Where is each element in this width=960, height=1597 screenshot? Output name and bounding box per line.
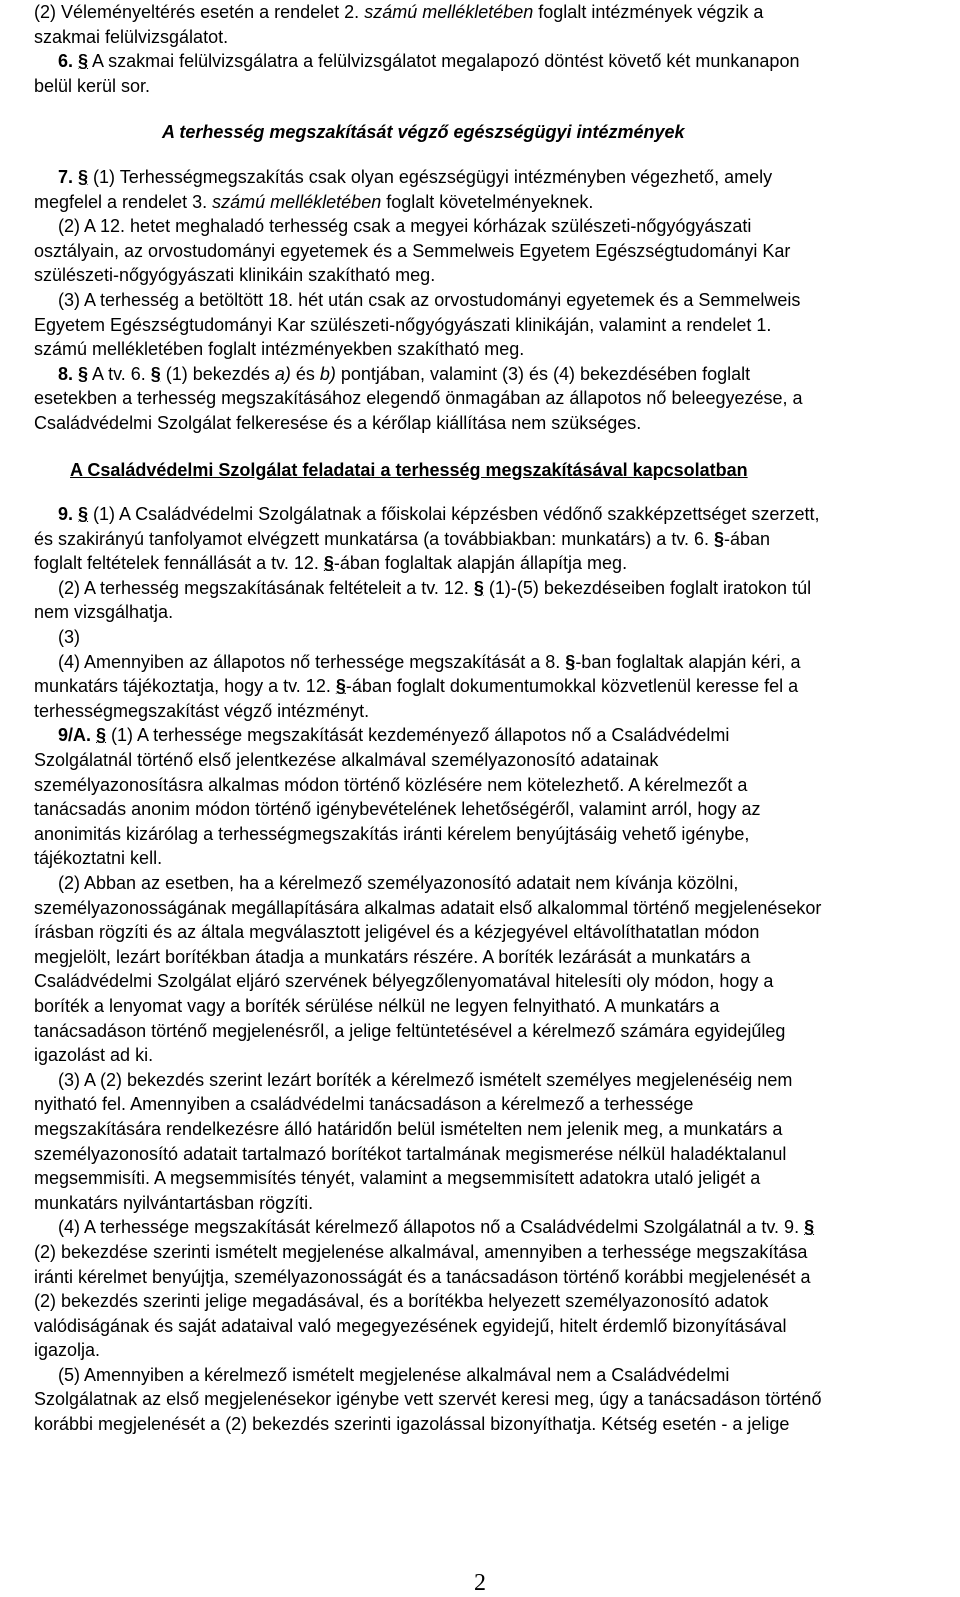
text-line bbox=[34, 699, 946, 724]
section-symbol: § bbox=[714, 528, 725, 549]
text-segment: 9. bbox=[58, 504, 74, 525]
text-segment: nyitható fel. Amennyiben a családvédelmi tanácsadáson a kérelmező a terhessége bbox=[34, 1094, 694, 1115]
text-segment: számú mellékletében bbox=[212, 191, 382, 212]
section-symbol: § bbox=[78, 504, 89, 525]
text-line bbox=[34, 1166, 946, 1191]
text-line bbox=[34, 25, 946, 50]
text-segment: anonimitás kizárólag a terhességmegszakítás iránti kérelem benyújtásáig vehető igénybe, bbox=[34, 823, 750, 844]
text-segment: megszakítására rendelkezésre álló határidőn belül ismételten nem jelenik meg, a munkatárs a bbox=[34, 1118, 783, 1139]
section-symbol: § bbox=[473, 577, 484, 598]
text-segment: és bbox=[290, 363, 320, 384]
text-segment: megsemmisíti. A megsemmisítés tényét, valamint a megsemmisített adatokra utaló jeligét a bbox=[34, 1168, 761, 1189]
section-symbol: § bbox=[96, 725, 107, 746]
text-segment: Szolgálatnál történő első jelentkezése alkalmával személyazonosító adatainak bbox=[34, 750, 659, 771]
text-segment: valódiságának és saját adataival való megegyezésének egyidejű, hitelt érdemlő bizonyításával bbox=[34, 1315, 787, 1336]
text-line bbox=[34, 1043, 946, 1068]
text-segment: 9/A. bbox=[58, 725, 92, 746]
text-line bbox=[34, 411, 946, 436]
text-segment: (4) Amennyiben az állapotos nő terhessége megszakítását a 8. bbox=[58, 651, 566, 672]
text-segment: -ban foglaltak alapján kéri, a bbox=[575, 651, 801, 672]
text-line bbox=[34, 773, 946, 798]
text-segment: (2) A terhesség megszakításának feltételeit a tv. 12. bbox=[58, 577, 474, 598]
text-line bbox=[34, 871, 946, 896]
text-segment: (2) Abban az esetben, ha a kérelmező személyazonosító adatait nem kívánja közölni, bbox=[58, 873, 739, 893]
text-line bbox=[34, 994, 946, 1019]
spacer bbox=[34, 145, 946, 165]
text-line bbox=[34, 576, 946, 601]
text-line bbox=[34, 748, 946, 773]
text-line bbox=[34, 337, 946, 362]
text-segment: iránti kérelmet benyújtja, személyazonosságát és a tanácsadáson történő korábbi megjelenését a bbox=[34, 1266, 811, 1287]
section-heading: A terhesség megszakítását végző egészségügyi intézmények bbox=[162, 122, 685, 143]
text-line bbox=[34, 920, 946, 945]
text-segment: megfelel a rendelet 3. bbox=[34, 191, 213, 212]
text-line bbox=[34, 165, 946, 190]
text-segment: (3) bbox=[58, 627, 80, 648]
text-segment: (1) bekezdés bbox=[160, 363, 275, 384]
text-segment: A szakmai felülvizsgálatra a felülvizsgálatot megalapozó döntést követő két munkanapon bbox=[88, 51, 800, 72]
text-segment: megjelölt, lezárt borítékban átadja a munkatárs részére. A boríték lezárását a munkatárs a bbox=[34, 946, 751, 967]
text-line bbox=[34, 1314, 946, 1339]
text-segment: (3) A (2) bekezdés szerint lezárt boríték a kérelmező ismételt személyes megjelenéséig nem bbox=[58, 1069, 793, 1090]
text-line bbox=[34, 969, 946, 994]
text-line bbox=[34, 527, 946, 552]
text-segment: (2) bekezdés szerinti jelige megadásával, és a borítékba helyezett személyazonosító adatok bbox=[34, 1291, 769, 1312]
text-line bbox=[34, 313, 946, 338]
text-line bbox=[34, 1092, 946, 1117]
text-segment: (1)-(5) bekezdéseiben foglalt iratokon túl bbox=[483, 577, 812, 598]
text-segment: osztályain, az orvostudományi egyetemek és a Semmelweis Egyetem Egészségtudományi Kar bbox=[34, 240, 791, 261]
section-symbol: § bbox=[78, 51, 89, 72]
text-line bbox=[34, 214, 946, 239]
text-segment: (2) bekezdése szerinti ismételt megjelenése alkalmával, amennyiben a terhessége megszakítása bbox=[34, 1241, 808, 1262]
text-line bbox=[34, 600, 946, 625]
text-segment: Szolgálatnak az első megjelenésekor igénybe vett szervét keresi meg, úgy a tanácsadáson történő bbox=[34, 1389, 822, 1410]
text-segment: esetekben a terhesség megszakításához elegendő önmagában az állapotos nő beleegyezése, a bbox=[34, 388, 803, 409]
text-segment: (3) A terhesség a betöltött 18. hét után csak az orvostudományi egyetemek és a Semmelweis bbox=[58, 289, 801, 310]
text-line bbox=[34, 1338, 946, 1363]
text-line bbox=[34, 1412, 946, 1437]
text-segment: -ában foglaltak alapján állapítja meg. bbox=[333, 553, 628, 574]
spacer bbox=[34, 482, 946, 502]
text-line bbox=[34, 945, 946, 970]
text-segment: korábbi megjelenését a (2) bekezdés szerinti igazolással bizonyíthatja. Kétség esetén - a jelige bbox=[34, 1414, 790, 1435]
text-segment: tanácsadáson történő megjelenésről, a jelige feltüntetésével a kérelmező számára egyidejűleg bbox=[34, 1020, 786, 1041]
text-line bbox=[34, 1363, 946, 1388]
text-segment: Családvédelmi Szolgálat felkeresése és a kérőlap kiállítása nem szükséges. bbox=[34, 412, 642, 433]
section-symbol: § bbox=[150, 363, 161, 384]
text-segment: tanácsadás anonim módon történő igénybevételének lehetőségéről, valamint arról, hogy az bbox=[34, 799, 761, 820]
text-line bbox=[34, 502, 946, 527]
text-line bbox=[34, 1265, 946, 1290]
text-segment: nem vizsgálhatja. bbox=[34, 602, 174, 623]
text-line bbox=[34, 1215, 946, 1240]
text-line bbox=[34, 1142, 946, 1167]
text-segment: (5) Amennyiben a kérelmező ismételt megjelenése alkalmával nem a Családvédelmi bbox=[58, 1364, 730, 1385]
text-segment: személyazonosító adatait tartalmazó borítékot tartalmának megismerése nélkül haladéktalanul bbox=[34, 1143, 787, 1164]
text-line bbox=[34, 896, 946, 921]
text-segment: -ában bbox=[724, 528, 771, 549]
text-segment: foglalt követelményeknek. bbox=[381, 191, 594, 212]
text-line bbox=[34, 551, 946, 576]
page-number: 2 bbox=[474, 1570, 486, 1596]
text-line bbox=[34, 74, 946, 99]
text-segment: munkatárs nyilvántartásban rögzíti. bbox=[34, 1192, 314, 1213]
text-line bbox=[34, 362, 946, 387]
text-segment: (1) Terhességmegszakítás csak olyan egészségügyi intézményben végezhető, amely bbox=[88, 166, 773, 187]
section-symbol: § bbox=[804, 1217, 815, 1238]
section-symbol: § bbox=[78, 363, 89, 384]
text-segment: 6. bbox=[58, 51, 74, 72]
text-segment: belül kerül sor. bbox=[34, 75, 151, 96]
text-line bbox=[34, 723, 946, 748]
text-segment: pontjában, valamint (3) és (4) bekezdésében foglalt bbox=[335, 363, 751, 384]
section-heading: A Családvédelmi Szolgálat feladatai a terhesség megszakításával kapcsolatban bbox=[70, 459, 748, 480]
text-line bbox=[34, 1191, 946, 1216]
spacer bbox=[34, 98, 946, 120]
text-segment: személyazonosságának megállapítására alkalmas adatait első alkalommal történő megjelenésekor bbox=[34, 897, 822, 918]
text-segment: személyazonosításra alkalmas módon történő közlésére nem kötelezhető. A kérelmezőt a bbox=[34, 774, 748, 795]
text-segment: boríték a lenyomat vagy a boríték sérülése nélkül ne legyen felnyitható. A munkatárs a bbox=[34, 995, 720, 1016]
text-segment: Családvédelmi Szolgálat eljáró szervének bélyegzőlenyomatával hitelesíti oly módon, hogy a bbox=[34, 971, 774, 992]
text-line bbox=[34, 1068, 946, 1093]
text-line bbox=[34, 239, 946, 264]
text-segment: 8. bbox=[58, 363, 74, 384]
text-line bbox=[34, 650, 946, 675]
text-segment: Egyetem Egészségtudományi Kar szülészeti-nőgyógyászati klinikáján, valamint a rendelet 1. bbox=[34, 314, 772, 335]
text-line bbox=[34, 797, 946, 822]
text-line bbox=[34, 386, 946, 411]
text-line bbox=[34, 0, 946, 25]
text-segment: írásban rögzíti és az általa megválasztott jeligével és a kézjegyével eltávolíthatatlan módon bbox=[34, 922, 760, 943]
text-segment: foglalt intézmények végzik a bbox=[533, 2, 764, 22]
text-segment: tájékoztatni kell. bbox=[34, 848, 163, 869]
text-segment: szülészeti-nőgyógyászati klinikáin szakítható meg. bbox=[34, 265, 436, 286]
text-line bbox=[34, 49, 946, 74]
text-segment: számú mellékletében bbox=[364, 2, 534, 22]
text-line bbox=[34, 846, 946, 871]
text-line bbox=[34, 190, 946, 215]
text-line bbox=[34, 625, 946, 650]
text-line bbox=[34, 1019, 946, 1044]
text-segment: A tv. 6. bbox=[88, 363, 151, 384]
section-symbol: § bbox=[323, 553, 334, 574]
text-segment: 7. bbox=[58, 166, 74, 187]
section-symbol: § bbox=[565, 651, 576, 672]
text-line bbox=[34, 263, 946, 288]
text-segment: munkatárs tájékoztatja, hogy a tv. 12. bbox=[34, 676, 336, 697]
text-segment: igazolja. bbox=[34, 1340, 101, 1361]
text-line bbox=[34, 1117, 946, 1142]
document-page bbox=[34, 0, 946, 1437]
section-symbol: § bbox=[335, 676, 346, 697]
text-segment: (4) A terhessége megszakítását kérelmező állapotos nő a Családvédelmi Szolgálatnál a tv. 9. bbox=[58, 1217, 805, 1238]
text-line bbox=[34, 674, 946, 699]
text-segment: (2) Véleményeltérés esetén a rendelet 2. bbox=[34, 2, 365, 22]
text-segment: foglalt feltételek fennállását a tv. 12. bbox=[34, 553, 324, 574]
text-line bbox=[34, 1240, 946, 1265]
section-symbol: § bbox=[78, 166, 89, 187]
text-segment: b) bbox=[319, 363, 336, 384]
text-segment: igazolást ad ki. bbox=[34, 1045, 154, 1066]
text-line bbox=[34, 1289, 946, 1314]
text-segment: (2) A 12. hetet meghaladó terhesség csak a megyei kórházak szülészeti-nőgyógyászati bbox=[58, 216, 752, 237]
text-segment: (1) A terhessége megszakítását kezdeményező állapotos nő a Családvédelmi bbox=[106, 725, 730, 746]
text-segment: számú mellékletében foglalt intézményekben szakítható meg. bbox=[34, 339, 525, 360]
text-line bbox=[34, 822, 946, 847]
text-segment: terhességmegszakítást végző intézményt. bbox=[34, 700, 370, 721]
text-line bbox=[34, 1387, 946, 1412]
text-segment: szakmai felülvizsgálatot. bbox=[34, 26, 229, 47]
text-segment: (1) A Családvédelmi Szolgálatnak a főiskolai képzésben védőnő szakképzettséget szerzett, bbox=[88, 504, 820, 525]
text-segment: és szakirányú tanfolyamot elvégzett munkatársa (a továbbiakban: munkatárs) a tv. 6. bbox=[34, 528, 715, 549]
text-segment: a) bbox=[274, 363, 291, 384]
text-segment: -ában foglalt dokumentumokkal közvetlenül keresse fel a bbox=[345, 676, 799, 697]
text-line bbox=[34, 288, 946, 313]
spacer bbox=[34, 436, 946, 458]
